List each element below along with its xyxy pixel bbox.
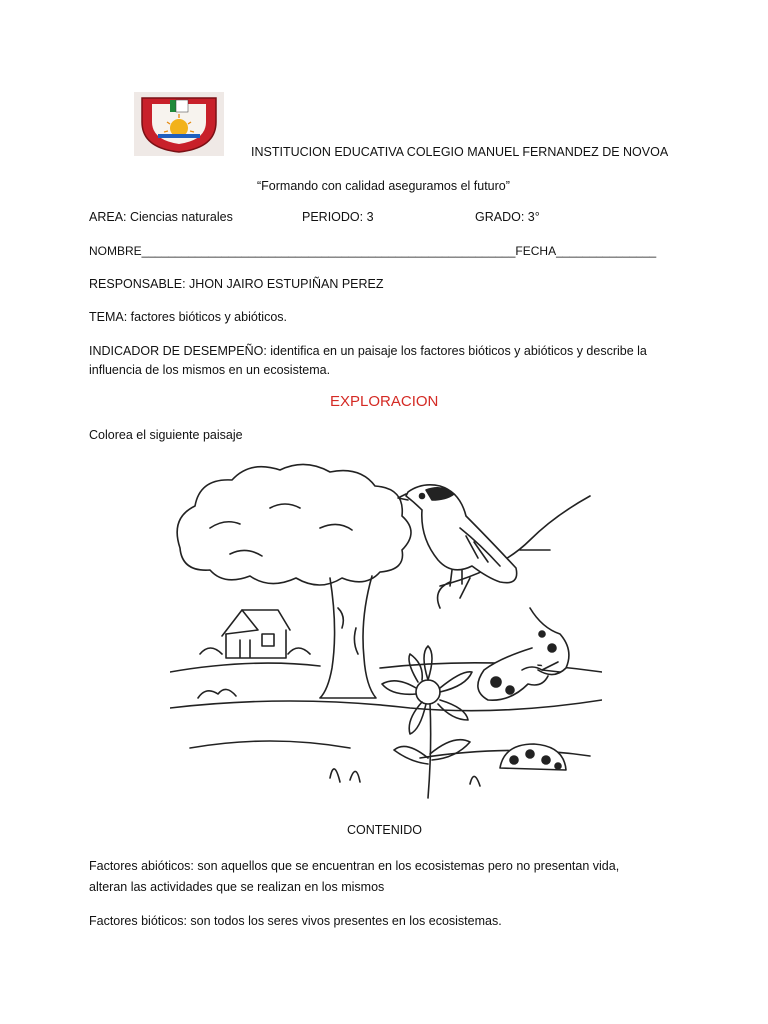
indicador-line-2: influencia de los mismos en un ecosistema. (89, 363, 331, 377)
area-field: AREA: Ciencias naturales (89, 210, 233, 224)
nombre-fecha-line: NOMBRE________________________________________________________FECHA_______________ (89, 244, 657, 258)
periodo-field: PERIODO: 3 (302, 210, 374, 224)
tema-field: TEMA: factores bióticos y abióticos. (89, 310, 287, 324)
abioticos-line-2: alteran las actividades que se realizan en los mismos (89, 880, 385, 894)
flower (382, 646, 472, 798)
bioticos-line: Factores bióticos: son todos los seres vivos presentes en los ecosistemas. (89, 914, 502, 928)
institution-title: INSTITUCION EDUCATIVA COLEGIO MANUEL FERNANDEZ DE NOVOA (251, 145, 669, 159)
indicador-line-1: INDICADOR DE DESEMPEÑO: identifica en un paisaje los factores bióticos y abióticos y describe la (89, 344, 647, 358)
contenido-heading: CONTENIDO (347, 823, 422, 837)
responsable-field: RESPONSABLE: JHON JAIRO ESTUPIÑAN PEREZ (89, 277, 384, 291)
tree-canopy (177, 464, 411, 585)
motto: “Formando con calidad aseguramos el futuro” (257, 179, 510, 193)
exploracion-instruction: Colorea el siguiente paisaje (89, 428, 243, 442)
tree-trunk (320, 576, 376, 698)
landscape-coloring-illustration (170, 458, 602, 802)
abioticos-line-1: Factores abióticos: son aquellos que se encuentran en los ecosistemas pero no presentan vida, (89, 859, 620, 873)
school-crest-logo (134, 92, 224, 156)
exploracion-heading: EXPLORACION (330, 393, 439, 410)
bird (406, 485, 517, 583)
grado-field: GRADO: 3° (475, 210, 540, 224)
butterfly (478, 608, 569, 700)
